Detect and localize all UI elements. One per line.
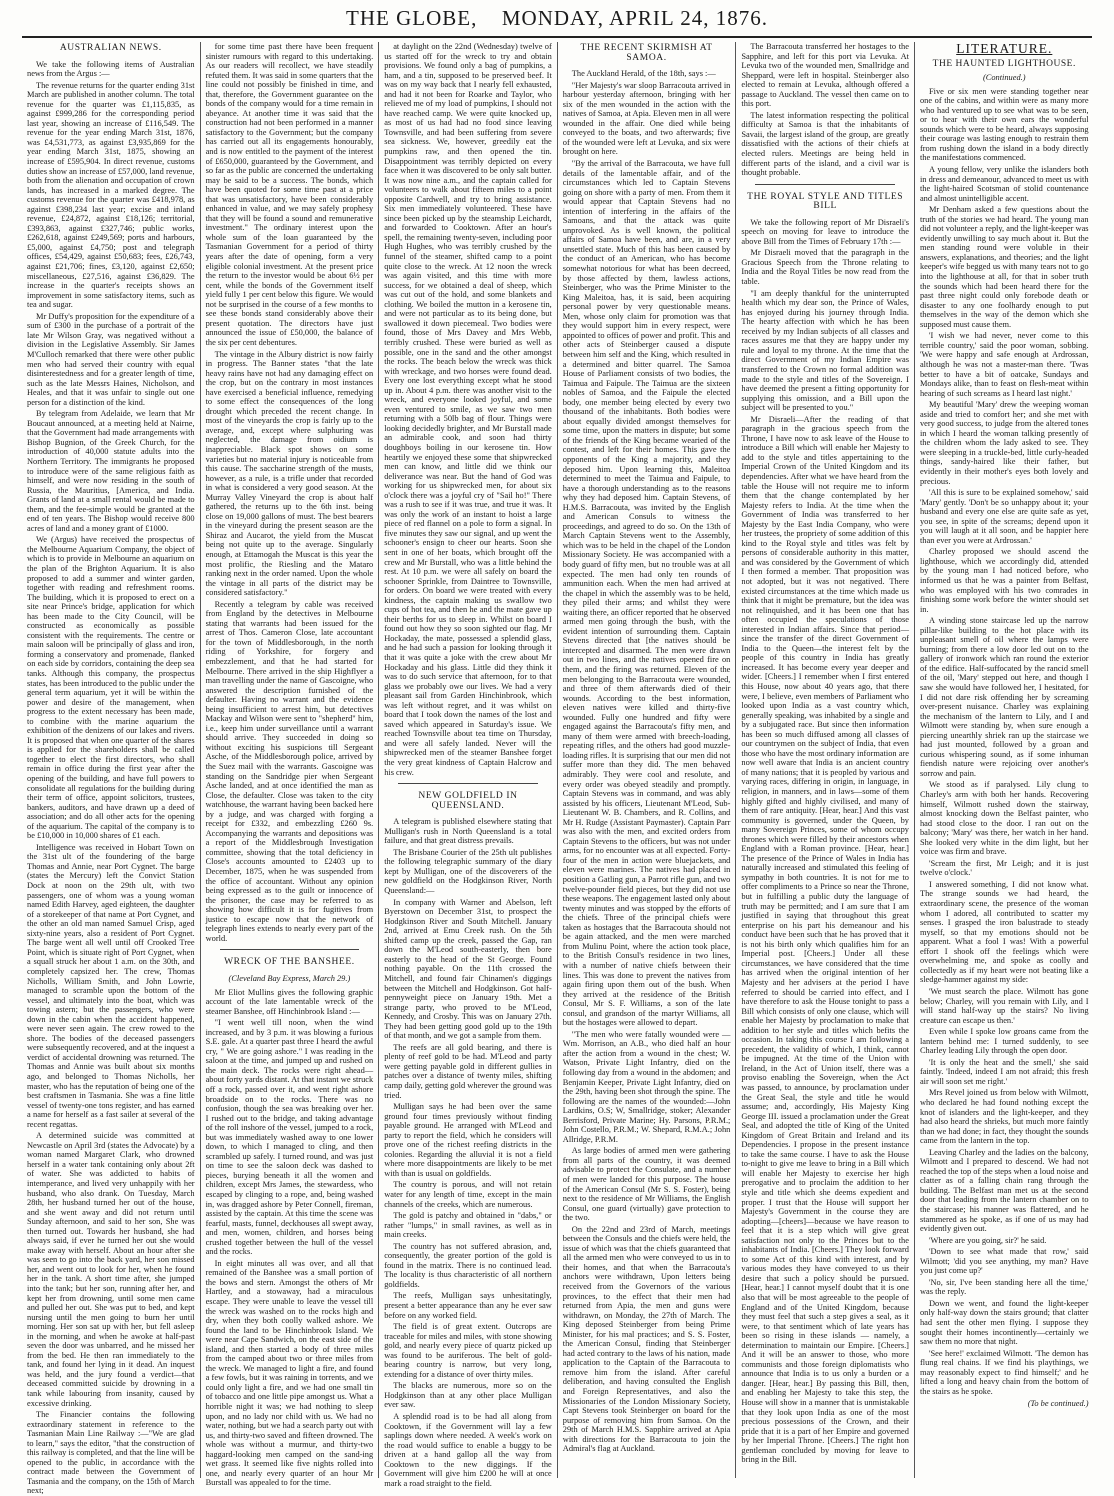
paragraph: Mulligan says he had been over the same ground four times previously without finding payable ground. He arranged with M'Leod and party to report the field, which he considers will prove one of the richest reefing districts in the colonies. Regarding the alluvial it is not a field where more disappointments are likely to be met with than is usual on goldfields.: [384, 1102, 552, 1178]
paragraph: In eight minutes all was over, and all that remained of the Banshee was a small portion of the bows and stern. Amongst the others of Mr Hartley, and a stowaway, had a miraculous escape. They were unable to leave the vessel till the wreck was washed on to the rocks high and dry, when they both coolly walked ashore. We found the land to be Hinchinbrook Island. We were near Cape Sandwich, on the east side of the island, and then started a body of three miles from the camped about two or three miles from the wreck. We managed to light a fire, and found a few fowls, but it was raining in torrents, and we could only light a fire, and we had one small tin of tobacco and one little pipe amongst us. What a horrible night it was; we had nothing to sleep upon, and no lady nor child with us. We had no water, nothing, but we had a search party out with us, and thirty-two saved and fifteen drowned. The whole was without a murmur, and thirty-two haggard-looking men camped on the sand-ing wet grass. It seemed like five nights rolled into one, and nearly every quarter of an hour Mr Burstall was appealed to for the time.: [205, 1258, 374, 1488]
paragraph: "By the arrival of the Barracouta, we have full details of the lamentable affair, and of the circumstances which led to Captain Stevens going on shore with a party of men. From them it would appear that Captain Stevens had no intention of interfering in the affairs of the Samoans, and that the attack was quite unprovoked. As is well known, the political affairs of Samoa have been, and are, in a very unsettled state. Much of this has been caused by the conduct of an American, who has become somewhat notorious for what has been decreed, by those affected by them, lawless actions, Steinberger, who was the Prime Minister to the King Maleitoa, has, it is said, been acquiring personal power by very questionable means. Men, whose only claim for promotion was that they would support him in every respect, were appointed to offices of power and profit. This and other acts of Steinberger caused a dispute between him self and the King, which resulted in a determined and bitter quarrel. The Samoa House of Parliament consists of two bodies, the Taimua and Faipule. The Taimua are the sixteen nobles of Samoa, and the Faipule the elected body, one member being elected by every two thousand of the inhabitants. Both bodies were about equally divided amongst themselves for some time, upon the matters in dispute; but some of the friends of the King became wearied of the contest, and left for their homes. This gave the opponents of the King a majority, and they deposed him. Upon learning this, Maleitoa determined to meet the Taimua and Faipule, to have a thorough understanding as to the reasons why they had deposed him. Captain Stevens, of H.M.S. Barracouta, was invited by the English and American Consuls to witness the proceedings, and agreed to do so. On the 13th of March Captain Stevens went to the Assembly, which was to be held in the chapel of the London Missionary Society. He was accompanied with a body guard of fifty men, but no trouble was at all expected. The men had only ten rounds of ammunition each. When the men had arrived at the chapel in which the assembly was to be held, they piled their arms; and whilst they were waiting there, an officer reported that he observed armed men going through the bush, with the evident intention of surrounding them. Captain Stevens directed that [the natives should be intercepted and disarmed. The men were drawn out in two lines, and the natives opened fire on them, and the firing was returned. Eleven of the men belonging to the Barracouta were wounded, and three of them afterwards died of their wounds. According to the best information, eleven natives were killed and thirty-five wounded. Fully one hundred and fifty were engaged against the Barracouta's fifty men, and many of them were armed with breech-loading, repeating rifles, and the others had good muzzle-loading rifles. It is surprising that our men did not suffer more than they did. The men behaved admirably. They were cool and resolute, and every order was obeyed steadily and promptly. Captain Stevens was in command, and was ably assisted by his officers, Lieutenant M'Leod, Sub-Lieutenant W. B. Chambers, and R. Collins, and Mr H. Rudge (Assistant Paymaster). Captain Parr was also with the men, and excited orders from Captain Stevens to the officers, but was not under arms, for no encounter was at all expected. Forty-four of the men in action were bluejackets, and eleven were marines. The natives had placed in position a Gatling gun, a Parrot rifle gun, and two twelve-pounder field pieces, but they did not use these weapons. The engagement lasted only about twenty minutes and was stopped by the efforts of the chiefs. Three of the principal chiefs were taken as hostages that the Barracouta should not be again attacked, and the men were marched from Mulinu Point, where the action took place, to the British Consul's residence in two lines, with a number of native chiefs between their lines. This was done to prevent the natives from again firing upon them out of the bush. When they arrived at the residence of the British Consul, Mr S. F. Williams, a son of the late consul, and grandson of the martyr Williams, all but the hostages were allowed to depart.: [562, 159, 731, 1028]
paragraph: 'Where are you going, sir?' he said.: [928, 1235, 1047, 1245]
paragraph: 'We must search the place. Wilmott has gone below; Charley, will you remain with Lily, and I will stand half-way up the stairs? No living creature can escape us then.': [919, 986, 1089, 1025]
paragraph: Mr Duffy's proposition for the expenditure of a sum of £300 in the purchase of a portrait of the late Mr Wilson Gray, was negatived without a division in the Legislative Assembly. Sir James M'Culloch remarked that there were other public men who had served their country with equal disinterestedness and for a greater length of time, such as the late Messrs Haines, Nicholson, and Heales, and that it was unfair to single out one person for a distinction of the kind.: [27, 311, 195, 407]
paragraph: The Brisbane Courier of the 25th ult publishes the following telegraphic summary of the diary kept by Mulligan, one of the discoverers of the new goldfield on the Hodgkinson River, North Queensland:—: [384, 847, 552, 896]
paragraph: Recently a telegram by cable was received from England by the detectives in Melbourne stating that warrants had been issued for the arrest of Thos. Cameron Close, late accountant for the town of Middlesborough, in the north riding of Yorkshire, for forgery and embezzlement, and that he had started for Melbourne. There arrived in the ship Highflyer a man travelling under the name of Gascoigne, who answered the description furnished of the defaulter. Having no warrant and the evidence being insufficient to arrest him, but detectives Mackay and Wilson were sent to "shepherd" him, i.e., keep him under surveillance until a warrant should arrive. They succeeded in doing so without exciting his suspicions till Sergeant Asche, of the Middlesborough police, arrived by the Suez mail with the warrants. Gascoigne was standing on the Sandridge pier when Sergeant Asche landed, and at once identified the man as Close, the defaulter. Close was taken to the city watchhouse, the warrant having been backed here by a judge, and was charged with forging a receipt for £332, and embezzling £260 9s. Accompanying the warrants and depositions was a report of the Middlesbrough Investigation committee, showing that the total deficiency in Close's accounts amounted to £2403 up to December, 1875, when he was suspended from the office of accountant. Without any opinion being expressed as to the guilt or innocence of the prisoner, the case may be referred to as showing how difficult it is for fugitives from justice to escape now that the network of telegraph lines extends to nearly every part of the world.: [205, 599, 374, 943]
paragraph: The Financier contains the following extraordinary statement in reference to the Tasmanian Main Line Railway :—"We are glad to learn," says the editor, "that the construction of this railway is completed, and that the line will be opened to the public, in accordance with the contract made between the Government of Tasmania and the company, on the 15th of March next;: [27, 1410, 195, 1496]
newspaper-name: THE GLOBE,: [346, 6, 478, 30]
paragraph: "I am deeply thankful for the uninterrupted health which my dear son, the Prince of Wales, has enjoyed during his journey through India. The hearty affection with which he has been received by my Indian subjects of all classes and races assures me that they are happy under my rule and loyal to my throne. At the time that the direct Government of my Indian Empire was transferred to the Crown no formal addition was made to the style and titles of the Sovereign. I have deemed the present a fitting opportunity for supplying this omission, and a Bill upon the subject will be presented to you.": [741, 288, 909, 413]
paragraph: 'No, sir, I've been standing here all the time,' was the reply.: [919, 1277, 1089, 1297]
paragraph: 'It is only the heat and the smell,' she said faintly. 'Indeed, indeed I am not afraid; this fresh air will soon set me right.': [919, 1057, 1089, 1086]
paragraph: By telegram from Adelaide, we learn that Mr Boucaut announced, at a meeting held at Nairne, that the Government had made arrangements with Bishop Bugnion, of the Greek Church, for the introduction of 40,000 statute adults into the Northern Territory. The immigrants he proposed to introduce were of the same religious faith as himself, and were now residing in the south of Russia, the Mauritius, [America, and India. Grants of land at a small rental would be made to them, and the fee-simple would be granted at the end of ten years. The Bishop would receive 800 acres of land and a money grant of £1000.: [27, 409, 195, 533]
paragraph: Even while I spoke low groans came from the lantern behind me: I turned suddenly, to see Charley leading Lily through the open door.: [919, 1027, 1089, 1056]
paragraph: The Auckland Herald, of the 18th, says :—: [571, 69, 716, 79]
column-6: [915, 42, 1094, 1478]
column-4: [558, 42, 737, 1478]
paragraph: The latest information respecting the political difficulty at Samoa is that the inhabitants of Savaii, the largest island of the group, are greatly dissatisfied with the actions of their chiefs at elected rulers. Meetings are being held in different parts of the island, and a civil war is thought probable.: [741, 110, 909, 178]
paragraph: Five or six men were standing together near one of the cabins, and within were as many more who had ventured up to see what was to be seen, or to hear with their own ears the wonderful sounds which were to be heard, always supposing their courage was lasting enough to restrain them from rushing down the island in a body directly the manifestations commenced.: [919, 86, 1089, 163]
paragraph: 'See here!' exclaimed Wilmott. 'The demon has flung real chains. If we find his playthings, we may reasonably expect to find himself;' and he lifted a long and heavy chain from the bottom of the stairs as he spoke.: [919, 1348, 1089, 1396]
paragraph: The country is porous, and will not retain water for any length of time, except in the main channels of the creeks, which are numerous.: [384, 1180, 552, 1209]
article-heading-wreck-banshee: WRECK OF THE BANSHEE.: [224, 957, 355, 968]
paragraph: The revenue returns for the quarter ending 31st March are published in another column. The total revenue for the quarter was £1,115,835, as against £999,286 for the corresponding period last year, showing an increase of £116,549. The revenue for the year ending March 31st, 1876, was £4,531,773, as against £3,935,869 for the year ending March 31st, 1875, showing an increase of £595,904. In direct revenue, customs duties show an increase of £57,000, land revenue, both from the alienation and occupation of crown lands, has increased in a marked degree. The customs revenue for the quarter was £418,978, as against £398,234 last year; excise and inland revenue, £24,872, against £18,126; territorial, £393,863, against £327,746; public works, £262,618, against £249,569; ports and harbours, £5,000, against £4,750; post and telegraph offices, £54,429, against £50,683; fees, £26,743, against £21,706; fines, £3,120, against £2,650; miscellaneous, £27,516, against £36,829. The increase in the quarter's receipts shows an improvement in some satisfactory items, such as tea and sugar.: [27, 80, 195, 310]
article-heading-new-goldfield: NEW GOLDFIELD IN QUEENSLAND.: [418, 791, 518, 811]
paragraph: Down we went, and found the light-keeper only half-way down the stairs ground; that clatter had sent the other men flying. I suppose they sought their homes incontinently—certainly we saw them no more that night.: [919, 1298, 1089, 1347]
paragraph: The Barracouta transferred her hostages to the Sapphire, and left for this port via Levuka. At Levuka two of the wounded men, Smallridge and Sheppard, were left in hospital. Steinberger also elected to remain at Levuka, although offered a passage to Auckland. The vessel then came on to this port.: [741, 42, 909, 109]
paragraph: Mr Disraeli—After the reading of that paragraph in the gracious speech from the Throne, I have now to ask leave of the House to introduce a Bill which will enable her Majesty to add to the style and titles appertaining to the Imperial Crown of the United Kingdom and its dependencies. After what we have heard from the table the House will not require me to inform them that the change contemplated by her Majesty refers to India. At the time when the Government of India was transferred to her Majesty by the East India Company, who were her trustees, the propriety of some addition of this kind to the Royal style and titles was felt by persons of considerable authority in this matter, and was considered by the Government of which I then formed a member. That proposition was not adopted, but it was not negatived. There existed circumstances at the time which made us think that it might be premature, but the idea was not relinquished, and it has been one that has often occupied the speculations of those interested in Indian affairs. Since that period—since the transfer of the direct Government of India to the Queen—the interest felt by the people of this country in India has greatly increased. It has become every year deeper and wider. [Cheers.] I remember when I first entered this House, now about 40 years ago, that there were, I believe, even members of Parliament who looked upon India as a vast country which, generally speaking, was inhabited by a single and by a subjugated race. But since then information has been so much diffused among all classes of our countrymen on the subject of India, that even those who have the most ordinary information are now well aware that India is an ancient country of many nations; that it is peopled by various and varying races, differing in origin, in language, in religion, in manners, and in laws—some of them highly gifted and highly civilised, and many of them of rare antiquity. [Hear, hear.] And this vast community is governed, under the Queen, by many Sovereign Princes, some of whom occupy thrones which were filled by their ancestors when England with a Roman province. [Hear, hear.] The presence of the Prince of Wales in India has naturally increased and stimulated this feeling of sympathy in both countries. It is not for me to offer compliments to a Prince so near the Throne, but in fulfilling a public duty the language of truth may be permitted; and I am sure that I am justified in saying that throughout this great enterprise on his part his demeanour and his conduct have been such that he has proved that it is not his birth only which qualifies him for an Imperial post. [Cheers.] Under all these circumstances, we have considered that the time has arrived when the original intention of her Majesty and her advisers at the period I have referred to should be carried into effect, and I have therefore to ask the House tonight to pass a Bill which consists of only one clause, which will enable her Majesty by proclamation to make that addition to her style and titles which befits the occasion. In taking this course I am following a precedent, the validity of which, I think, cannot be impugned. At the time of the Union with Ireland, in the Act of Union itself, there was a proviso enabling the Sovereign, when the Act was passed, to announce, by proclamation under the Great Seal, the style and title he would assume; and, accordingly, His Majesty King George III. issued a proclamation under the Great Seal, and adopted the title of King of the United Kingdom of Great Britain and Ireland and its Dependencies. I propose in the present instance to take the same course. I have to ask the House to-night to give me leave to bring in a Bill which will enable her Majesty to exercise her high prerogative and to proclaim the addition to her style and title which she deems expedient and proper. I trust that the House will support her Majesty's Government in the course they are adopting—[cheers]—because we have reason to feel that it is a step which will give great satisfaction not only to the Princes but to the inhabitants of India. [Cheers.] They look forward to some Act of this kind with interest, and by various modes they have conveyed to us their desire that such a policy should be pursued. [Hear, hear.] I cannot myself doubt that it is one also that will be most agreeable to the people of England and of the United Kingdom, because they must feel that such a step gives a seal, as it were, to that sentiment which of late years has been so rising in these islands — namely, a determination to maintain our Empire. [Cheers.] And it will be an answer to those, who more communists and those foreign diplomatists who announce that India is to us only a burden or a danger. [Hear, hear.] By passing this Bill, then, and enabling her Majesty to take this step, the House will show in a manner that is unmistakable that they look upon India as one of the most precious possessions of the Crown, and their pride that it is a part of her Empire and governed by her Imperial Throne. [Cheers.] The right hon gentleman concluded by moving for leave to bring in the Bill.: [741, 414, 909, 1465]
paragraph: Leaving Charley and the ladies on the balcony, Wilmott and I prepared to descend. We had not reached the top of the steps when a loud noise and clatter as of a falling chain rang through the building. The Belfast man met us at the second door that leading from the lantern chamber on to the staircase; his manner was flattered, and he stammered as he spoke, as if one of us may had evidently given out.: [919, 1147, 1089, 1234]
paragraph: The reefs, Mulligan says unhesitatingly, present a better appearance than any he ever saw before on any worked field.: [384, 1291, 552, 1320]
newspaper-columns: [22, 41, 1094, 1496]
paragraph: The country has not suffered abrasion, and, consequently, the greater portion of the gold is found in the matrix. There is no continued lead. The locality is thus characteristic of all northern goldfields.: [384, 1241, 552, 1289]
paragraph: A winding stone staircase led up the narrow pillar-like building to the hot place with its unpleasant smell of oil where the lamps were burning; from there a low door led out on to the gallery of ironwork which ran round the exterior of the edifice. Half-suffocated by the rancid smell of the oil, 'Mary' stepped out here, and though I saw she would have followed her, I hesitated, for I did not dare risk offending her by screaming over-present nuisance. Charley was explaining the mechanism of the lantern to Lily, and I and Wilmott were standing by, when sure enough a piercing unearthly shriek ran up the staircase we had just mounted, followed by a groan and curious whispering sound, as if some inhuman fiendish nature were rejoicing over another's sorrow and pain.: [919, 616, 1089, 778]
section-heading-literature: LITERATURE.: [956, 41, 1053, 56]
paragraph: "Her Majesty's war sloop Barracouta arrived in harbour yesterday afternoon, bringing with her six of the men wounded in the action with the natives of Samoa, at Apia. Eleven men in all were wounded in the affair. One died while being conveyed to the boats, and two afterwards; five of the wounded were left at Levuka, and six were brought on here.: [562, 80, 731, 157]
story-title: THE HAUNTED LIGHTHOUSE.: [932, 58, 1076, 69]
paragraph: "The men who were fatally wounded were —Wm. Morrison, an A.B., who died half an hour after the action from a wound in the chest; W. Watson, Private Light Infantry, died on the following day from a wound in the abdomen; and Benjamin Keeper, Private Light Infantry, died on the 29th, having been shot through the spine. The following are the names of the wounded:—John Lardkins, O.S; W, Smallridge, stoker; Alexander Berrisford, Private Marine; Hy. Parsons, P.R.M.; John Costello, P.R.M.; W. Shepard, R.M.A.; John Allridge, P.R.M.: [562, 1029, 731, 1144]
paragraph: Mr Denham asked a few questions about the truth of the stories we had heard. The young man did not volunteer a reply, and the light-keeper was evidently unwilling to say much about it. But the men standing round were voluble in their answers, explanations, and theories; and the light keeper's wife begged us with many tears not to go into the lighthouse at all, for that in sober truth the sounds which had been heard there for the past three night could only forebode death or disaster to any one foolhardy enough to put themselves in the way of the demon which she supposed must cause them.: [919, 205, 1089, 329]
paragraph: Mr Disraeli moved that the paragraph in the Gracious Speech from the Throne relating to India and the Royal Titles be now read from the table.: [741, 248, 909, 287]
issue-date: MONDAY, APRIL 24, 1876.: [501, 6, 768, 30]
paragraph: On the 22nd and 23rd of March, meetings between the Consuls and the chiefs were held, the issue of which was that the chiefs guaranteed that all the armed men who were conveyed to us in to their homes, and that when the Barracouta's anchors were withdrawn, Upon letters being received from the Governors of the various provinces, to the effect that their men had returned from Apia, the men and guns were withdrawn, on Monday, the 27th of March. The King deposed Steinberger from being Prime Minister, for his mal practices; and S. S. Foster, the American Consul, finding that Steinberger had acted contrary to the laws of his nation, made application to the Captain of the Barracouta to remove him from the island. After careful deliberation, and having consulted the English and Foreign Representatives, and also the Missionaries of the London Missionary Society, Capt Stevens took Steinberger on board for the purpose of removing him from Samoa. On the 29th of March H.M.S. Sapphire arrived at Apia with directions for the Barracouta to join the Admiral's flag at Auckland.: [562, 1224, 731, 1454]
story-continued-label: (Continued.): [982, 73, 1026, 83]
paragraph: A determined suicide was committed at Newcastle on April 3rd (states the Advocate) by a woman named Margaret Clark, who drowned herself in a water tank containing only about 2ft of water. She was addicted to habits of intemperance, and lived very unhappily with her husband, who also drank. On Tuesday, March 28th, her husband turned her out of the house, and she went away and did not return until Sunday afternoon, and said to her son, She was then turned out. Towards her husband, she had always said, if ever he turned her out she would make away with herself. About an hour after she was seen to go into the back yard, her son missed her, and went out to look for her, when he found her in the tank. A short time after, she jumped into the tank; but her son, running after her, and kept her from drowning, until some men came and pulled her out. She was put to bed, and kept nursing until the men going to burn her until morning. Her son sat up with her, but fell asleep in the morning, and when he awoke at half-past seven the door was unbarred, and he missed her from the bed. He then ran immediately to the tank, and found her lying in it dead. An inquest was held, and the jury found a verdict—that deceased committed suicide by drowning in a tank while labouring from insanity, caused by excessive drinking.: [27, 1131, 195, 1408]
column-1: [22, 42, 201, 1496]
paragraph: The blacks are numerous, more so on the Hodgkinson than at any other place Mulligan ever saw.: [384, 1381, 552, 1410]
article-divider: [755, 184, 895, 185]
paragraph: for some time past there have been frequent sinister rumours with regard to this undertaking. As our readers will recollect, we have steadily refuted them. It was said in some quarters that the line could not possibly be finished in time, and that, therefore, the Government guarantee on the bonds of the company would for a time remain in abeyance. At another time it was said that the construction had not been performed in a manner satisfactory to the Government; but the company has carried out all its engagements honourably, and is now entitled to the payment of the interest of £650,000, guaranteed by the Government, and so far as the public are concerned the undertaking may be said to be a success. The bonds, which have been quoted for some time past at a price that was unsatisfactory, have been considerably enhanced in value, and we may safely prophesy that they will be found a sound and remunerative investment." The ordinary interest upon the whole sum of the loan guaranteed by the Tasmanian Government for a period of thirty years after the date of opening, form a very eligible colonial investment. At the present price the return to the investor would be about 6½ per cent, while the bonds of the Government itself yield fully 1 per cent below this figure. We would not be surprised in the course of a few months to see these bonds stand considerably above their present quotation. The directors have just announced the issue of £50,000, the balance of the six per cent debentures.: [205, 42, 374, 347]
paragraph: Charley proposed we should ascend the lighthouse, which we accordingly did, attended by the young man I had noticed before, who informed us that he was a painter from Belfast, who was employed with his two comrades in finishing some work before the winter should set in.: [919, 547, 1089, 614]
to-be-continued-label: (To be continued.): [1027, 1399, 1089, 1409]
masthead: [22, 6, 1092, 38]
article-heading-australian-news: AUSTRALIAN NEWS.: [59, 43, 162, 53]
paragraph: The reefs are all gold bearing, and there is plenty of reef gold to be had. M'Leod and party were getting payable gold in different gullies in patches over a distance of twenty miles, shifting camp daily, getting gold wherever the ground was tried.: [384, 1042, 552, 1100]
column-2: [201, 42, 380, 1488]
paragraph: 'All this is sure to be explained somehow,' said 'Mary' gently. 'Don't be so unhappy about it; your husband and every one else are quite safe as yet, you see, in spite of the screams; depend upon it you will laugh at it all soon, and be happier here than ever you were at Ardrossan.': [919, 488, 1089, 545]
paragraph: We take the following report of Mr Disraeli's speech on moving for leave to introduce the above Bill from the Times of February 17th :—: [741, 217, 909, 246]
paragraph: 'Down to see what made that row,' said Wilmott; 'did you see anything, my man? Have you just come up?': [919, 1247, 1089, 1276]
paragraph: A splendid road is to be had all along from Cooktown, if the Government will lay a few saplings down where needed. A week's work on the road would suffice to enable a buggy to be driven at a hand gallop all the way from Cooktown to the new diggings. If the Government will give him £200 he will at once mark a road straight to the field.: [384, 1412, 552, 1488]
paragraph: I answered something, I did not know what. The strange sounds we had heard, the extraordinary scene, the presence of the woman whom I adored, all contributed to scatter my senses. I grasped the iron balustrade to steady myself, so that my emotions should not be apparent. What a fool I was! With a powerful effort I shook off the feelings which were overwhelming me, and spoke as coolly and collectedly as if my heart were not beating like a sledge-hammer against my side:: [919, 879, 1089, 985]
paragraph: In company with Warner and Abelson, left Byerstown on December 31st, to prospect the Hodgkinson River and South Mitchell. January 2nd, arrived at Emu Creek rush. On the 5th shifted camp up the creek, passed the Gap, ran down the M'Leod south-easterly, then bore easterly to the head of the St George. Found nothing payable. On the 11th crossed the Mitchell, and found fair Chinamen's diggings between the Mitchell and Hodgkinson. Got half-pennyweight piece on January 19th. Met a strange party, who proved to be M'Leod, Kennedy, and Crosby. This was on January 27th. They had been getting good gold up to the 19th of that month, and we got a sample from them.: [384, 897, 552, 1041]
column-3: [379, 42, 558, 1488]
paragraph: We take the following items of Australian news from the Argus :—: [27, 59, 195, 79]
article-heading-samoa: THE RECENT SKIRMISH AT SAMOA.: [580, 43, 713, 63]
paragraph: The field is of great extent. Outcrops are traceable for miles and miles, with stone showing gold, and nearly every piece of quartz picked up was found to be auriferous. The belt of gold-bearing country is narrow, but very long, extending for a distance of over thirty miles.: [384, 1322, 552, 1379]
paragraph: Mr Eliot Mullins gives the following graphic account of the late lamentable wreck of the steamer Banshee, off Hinchinbrook Island :—: [205, 987, 374, 1016]
paragraph: We (Argus) have received the prospectus of the Melbourne Aquarium Company, the object of which is to provide in Melbourne an aquarium on the plan of the Brighton Aquarium. It is also proposed to add a summer and winter garden, together with reading and refreshment rooms. The building, which it is proposed to erect on a site near Prince's bridge, application for which has been made to the City Council, will be constructed as economically as possible consistent with the requirements. The centre or main saloon will be principally of glass and iron, forming a conservatory and promenade, flanked on each side by corridors, containing the deep sea tanks. Although this company, the prospectus states, has been introduced to the public under the general term aquarium, yet it will be within the power and desire of the management, when progress to the extent necessary has been made, to combine with the marine aquarium the exhibition of the denizens of our lakes and rivers. It is proposed that when one quarter of the shares is applied for the shareholders shall be called together to elect the first directors, who shall remain in office during the first year after the opening of the building, and have full powers to consolidate all regulations for the building during their term of office, appoint solicitors, trustees, bankers, auditors, and have drawn up a deed of association; and do all other acts for the opening of the aquarium. The capital of the company is to be £10,000 in 10,000 shares of £1 each.: [27, 535, 195, 841]
article-body-australian-news: [27, 60, 195, 1496]
paragraph: 'I wish we had never, never come to this terrible country,' said the poor woman, sobbing. 'We were happy and safe enough at Ardrossan, although he was not a master-man there. 'Twas better to have a bit of oatcake, Sundays and Mondays alike, than to feast on flesh-meat within hearing of such screams as I heard last night.': [919, 331, 1089, 398]
paragraph: Intelligence was received in Hobart Town on the 31st ult of the foundering of the barge Thomas and Annie, near Port Cygnet. The barge (states the Mercury) left the Convict Station Dock at noon on the 29th ult, with two passengers, one of whom was a young woman named Edith Harvey, aged eighteen, the daughter of a storekeeper of that name at Port Cygnet, and the other an old man named Samuel Crisp, aged sixty-nine years, also a resident of Port Cygnet. The barge went all well until off Crooked Tree Point, which is situate right of Port Cygnet, when a squall struck her about 1 a.m. on the 30th, and completely capsized her. The crew, Thomas Nicholls, William Smith, and John Lowrie, managed to scramble upon the bottom of the vessel, and ultimately into the boat, which was towing astern; but the passengers, who were down in the cabin when the accident happened, were never seen again. The crew rowed to the shore. The bodies of the deceased passengers were subsequently recovered, and at the inquest a verdict of accidental drowning was returned. The Thomas and Annie was built about six months ago, and belonged to Thomas Nicholls, her master, who has the reputation of being one of the best craftsmen in Tasmania. She was a fine little vessel of twenty-one tons register, and has earned a name for herself as a fast sailer at several of the recent regattas.: [27, 842, 195, 1129]
paragraph: The vintage in the Albury district is now fairly in progress. The Banner states "that the late heavy rains have not had any damaging effect on the crop, but on the contrary in most instances have exercised a beneficial influence, remedying to some effect the consequences of the long drought which preceded the recent change. In most of the vineyards the crop is fairly up to the average, and, except where sulphuring was neglected, the damage from oidium is inappreciable. Black spot shows on some varieties but no material injury is noticeable from this cause. The saccharine strength of the musts, however, as a rule, is a trifle under that recorded in what is considered a very good season. At the Murray Valley Vineyard the crop is about half gathered, the returns up to the 6th inst. being close on 19,000 gallons of must. The best bearers in the vineyard during the present season are the Shiraz and Aucarot, the yield from the Muscat being not quite up to the average. Singularly enough, at Ettamogah the Muscat is this year the most prolific, the Riesling and the Mataro ranking next in the order named. Upon the whole the vintage in all parts of the district may be considered satisfactory.": [205, 349, 374, 598]
article-heading-royal-titles: THE ROYAL STYLE AND TITLES BILL: [747, 191, 904, 212]
article-divider: [398, 783, 538, 784]
paragraph: at daylight on the 22nd (Wednesday) twelve of us started off for the wreck to try and obtain provisions. We found only a bag of pumpkins, a ham, and a tin, supposed to be preserved beef. It was on my way back that I nearly fell exhausted, and had it not been for Roarke and Taylor, who relieved me of my load of pumpkins, I should not have reached camp. We were quite knocked up, as most of us had had no food since leaving Townsville, and had been suffering from severe sea sickness. We, however, greedily eat the pumpkins raw, and then opened the tin. Disappointment was terribly depicted on every face when it was discovered to be only salt butter. It was now nine a.m., and the captain called for volunteers to walk about fifteen miles to a point opposite Cardwell, and try to bring assistance. Six men immediately volunteered. These have since been picked up by the steamship Leichardt, and forwarded to Cooktown. After an hour's spell, the remaining twenty-seven, including poor Hugh Hughes, who was terribly crushed by the funnel of the steamer, shifted camp to a point quite close to the wreck. At 12 noon the wreck was again visited, and this time with more success, for we obtained a deal of sheep, which was cut out of the hold, and some blankets and clothing. We boiled the mutton in a kerosene tin, and were not particular as to its being done, but swallowed it down piecemeal. Two bodies were found, those of Mrs Davey and Mrs Webb, terribly crushed. These were buried as well as possible, one in the sand and the other amongst the rocks. The beach below the wreck was thick with wreckage, and two horses were found dead. Every one lost everything except what he stood up in. About 4 p.m. there was another visit to the wreck, and everyone looked joyful, and some even ventured to smile, as we saw two men returning with a 50lb bag of flour. Things were looking decidedly brighter, and Mr Burstall made an admirable cook, and soon had thirty doughboys boiling in our kerosene tin. How heartily we enjoyed these some that shipwrecked men can know, and little did we think our deliverance was near. But the hand of God was working for us shipwrecked men, for about six o'clock there was a joyful cry of "Sail ho!" There was a rush to see if it was true, and true it was. It was only the work of an instant to hoist a large piece of red flannel on a pole to form a signal. In five minutes they saw our signal, and up went the schooner's ensign to cheer our hearts. Soon she sent in one of her boats, which brought off the crew and Mr Burstall, who was a little behind the rest. At 10 p.m. we were all safely on board the schooner Sprinkle, from Daintree to Townsville, for orders. On board we were treated with every kindness, the captain making us swallow two cups of hot tea, and then he and the mate gave up their berths for us to sleep in. Whilst on board I found out how they so soon sighted our flag. Mr Hockaday, the mate, possessed a splendid glass, and he had such a passion for looking through it that it was quite a joke with the crew about Mr Hockaday and his glass. Little did they think it was to do such service that afternoon, for to that glass we probably owe our lives. We had a very pleasant sail from Garden Hinchinbrook, which was left without regret, and it was whilst on board that I took down the names of the lost and saved which appeared in Saturday's issue. We reached Townsville about tea time on Thursday, and were all safely landed. Never will the shipwrecked men of the steamer Banshee forget the very great kindness of Captain Halcrow and his crew.: [384, 42, 552, 777]
paragraph: My beautiful 'Mary' drew the weeping woman aside and tried to comfort her; and she met with very good success, to judge from the altered tones in which I heard the woman talking presently of the children whom the lady asked to see. They were sleeping in a truckle-bed, little curly-headed things, sandy-haired like their father, but evidently in their mother's eyes both lovely and precious.: [919, 400, 1089, 486]
paragraph: A telegram is published elsewhere stating that Mulligan's rush in North Queensland is a total failure, and that great distress prevails.: [384, 817, 552, 846]
paragraph: "I went well till noon, when the wind increased, and by 3 p.m. it was blowing a furious S.E. gale. At a quarter past three I heard the awful cry, " We are going ashore." I was reading in the saloon at the time, and jumped up and rushed on the main deck. The rocks were right ahead—about forty yards distant. At that instant we struck off a rock, passed over it, and went right ashore broadside on to the rocks. There was no confusion, though the sea was breaking over her. I rushed out to the bridge, and taking advantage of the roll inshore of the vessel, jumped to a rock, but was immediately washed away to one lower down, to which I managed to cling, and then scrambled up safely. I turned round, and was just on time to see the saloon deck was dashed to pieces, burying beneath it all the women and children, except Mrs James, the stewardess, who escaped by clinging to a rope, and, being washed in, was dragged ashore by Peter Connell, fireman, assisted by the captain. At this time the scene was fearful, masts, funnel, deckhouses all swept away, and men, women, children, and horses being crushed together between the hull of the vessel and the rocks.: [205, 1018, 374, 1257]
paragraph: Mrs Revel joined us from below with Wilmott, who declared he had found nothing except the knot of islanders and the light-keeper, and they had also heard the shrieks, but much more faintly than we had done; in fact, they thought the sounds came from the lantern in the top.: [919, 1088, 1089, 1146]
paragraph: As large bodies of armed men were gathering from all parts of the country, it was deemed advisable to protect the Consulate, and a number of men were landed for this purpose. The house of the American Consul (Mr S. S. Foster), being next to the residence of Mr Williams, the English Consul, one guard (virtually) gave protection to the two.: [562, 1146, 731, 1223]
paragraph: A young fellow, very unlike the islanders both in dress and demeanour, advanced to meet us with the light-haired Scotsman of stolid countenance and almost unintelligible accent.: [919, 165, 1089, 203]
paragraph: 'Scream the first, Mr Leigh; and it is just twelve o'clock.': [919, 858, 1089, 878]
article-divider: [220, 949, 360, 950]
paragraph: The gold is patchy and obtained in "dabs," or rather "lumps," in small ravines, as well as in main creeks.: [384, 1211, 552, 1240]
article-source: (Cleveland Bay Express, March 29.): [228, 973, 351, 983]
column-5: [736, 42, 915, 1478]
paragraph: We stood as if paralysed. Lily clung to Charley's arm with both her hands. Recovering himself, Wilmott rushed down the stairway, almost knocking down the Belfast painter, who had stood close to the door. I ran out on the balcony; 'Mary' was there, her watch in her hand. She looked very white in the dim light, but her voice was firm and brave.: [919, 780, 1089, 857]
